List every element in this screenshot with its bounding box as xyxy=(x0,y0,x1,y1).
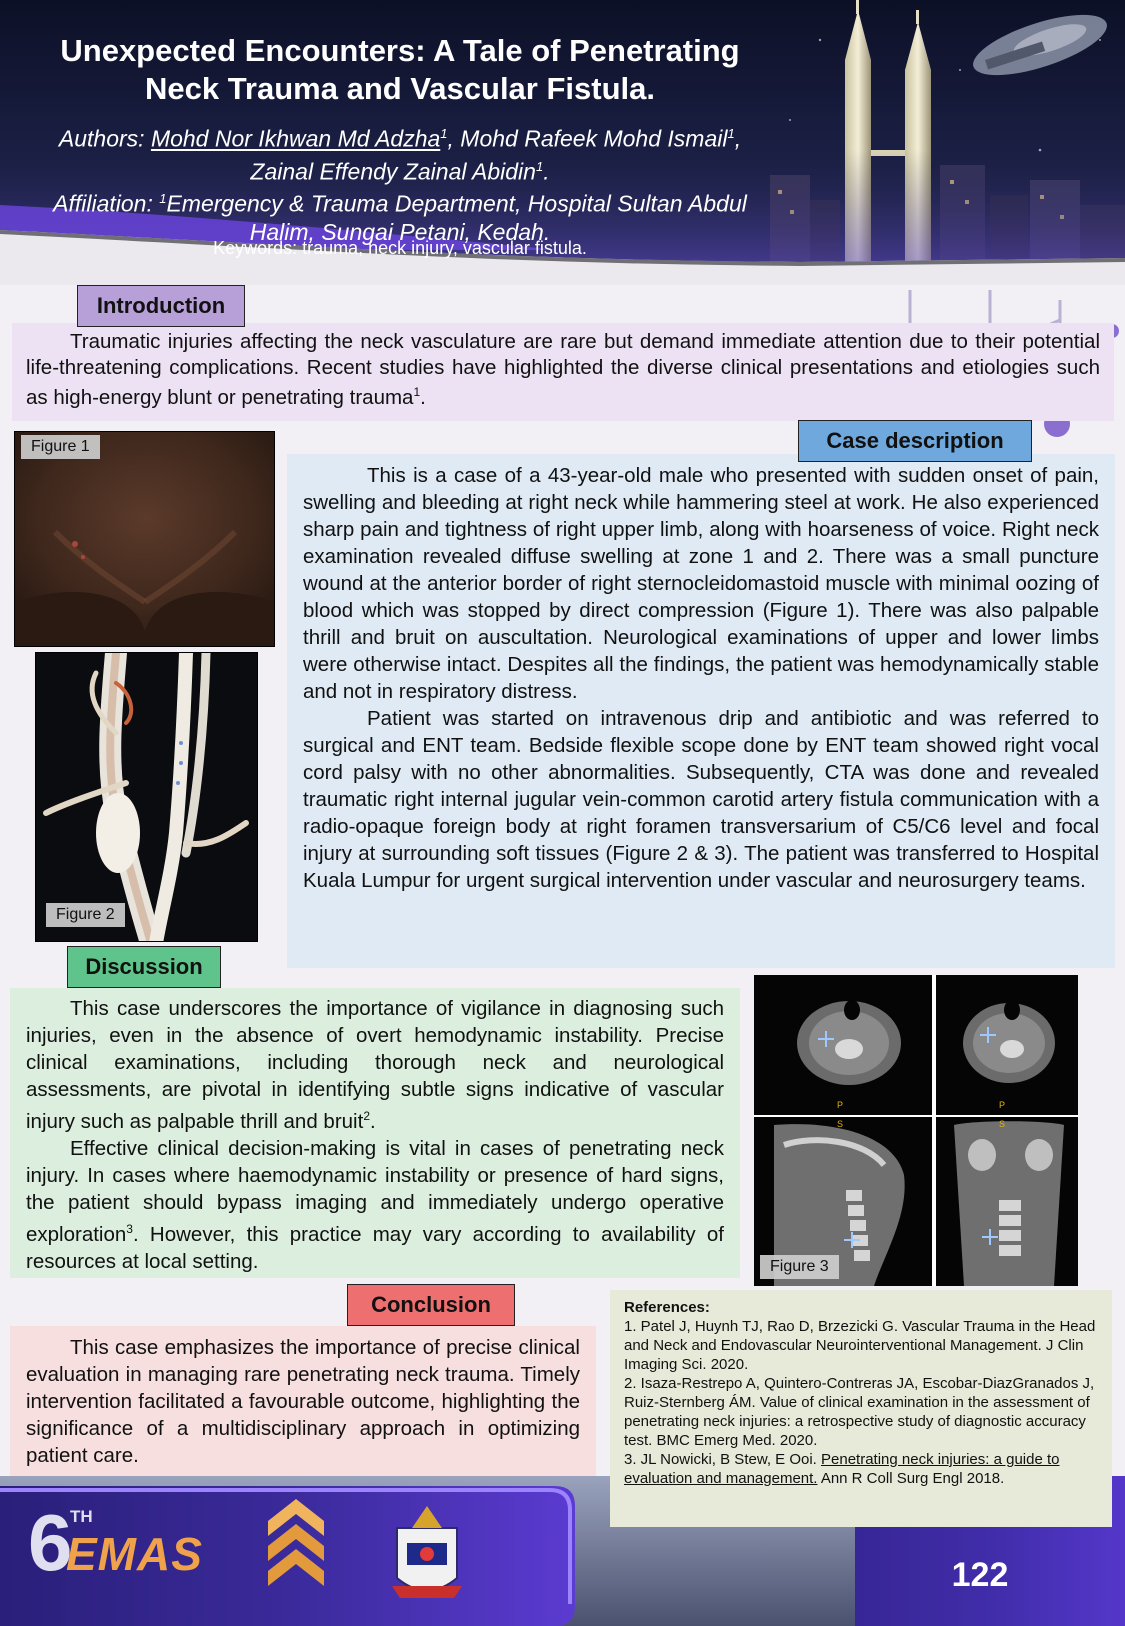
conclusion-heading: Conclusion xyxy=(347,1284,515,1326)
case-paragraph-1: This is a case of a 43-year-old male who presented with sudden onset of pain, swelling and bleeding at right neck while hammering steel at work. He also experienced sharp pain and tightness of right upper limb, along with hoarseness of voice. Right neck examination revealed diffuse swelling at zone 1 and 2. There was a small puncture wound at the anterior border of right sternocleidomastoid muscle with minimal oozing of blood which was stopped by direct compression (Figure 1). There was also palpable thrill and bruit on auscultation. Neurological examinations of upper and lower limbs were otherwise intact. Despites all the findings, the patient was hemodynamically stable and not in respiratory distress. xyxy=(303,464,1099,703)
poster-title: Unexpected Encounters: A Tale of Penetrating Neck Trauma and Vascular Fistula. xyxy=(60,33,740,106)
emas-logo-number: 6 xyxy=(28,1498,73,1587)
ct-axial-2 xyxy=(936,975,1078,1115)
case-description-heading: Case description xyxy=(798,420,1032,462)
figure-2-cta-reconstruction xyxy=(35,652,258,942)
svg-text:S: S xyxy=(837,1119,844,1129)
conclusion-text: This case emphasizes the importance of precise clinical evaluation in managing rare penetrating neck trauma. Timely intervention facilitated a favourable outcome, highlighting the significance of a multidisciplinary approach in optimizing patient care. xyxy=(10,1326,596,1476)
case-description-text xyxy=(287,454,1115,968)
author-1: Mohd Nor Ikhwan Md Adzha xyxy=(150,125,441,152)
author-2: Mohd Rafeek Mohd Ismail xyxy=(460,125,728,152)
case-paragraph-2: Patient was started on intravenous drip and antibiotic and was referred to surgical and ENT team. Bedside flexible scope done by ENT team showed right vocal cord palsy with no other abnormalities. Subsequently, CTA was done and revealed traumatic right internal jugular vein-common carotid artery fistula communication with a radio-opaque foreign body at right foramen transversarium of C5/C6 level and focal injury at surrounding soft tissues (Figure 2 & 3). The patient was transferred to Hospital Kuala Lumpur for urgent surgical intervention under vascular and neurosurgery teams. xyxy=(303,707,1099,892)
figure-2-label: Figure 2 xyxy=(46,903,125,927)
figure-3-label: Figure 3 xyxy=(760,1255,839,1279)
keywords: Keywords: trauma, neck injury, vascular fistula. xyxy=(213,238,587,258)
ct-axial-1 xyxy=(754,975,932,1115)
svg-text:P: P xyxy=(999,1100,1006,1110)
poster-header xyxy=(0,0,1125,285)
introduction-text: Traumatic injuries affecting the neck vasculature are rare but demand immediate attention due to their potential life-threatening complications. Recent studies have highlighted the diverse clinical presentations and etiologies such as high-energy blunt or penetrating trauma$^1$. xyxy=(12,323,1114,421)
references xyxy=(610,1290,1112,1527)
discussion-paragraph-2: Effective clinical decision-making is vital in cases of penetrating neck injury. In cases where haemodynamic instability or presence of hard signs, the patient should bypass imaging and immediately undergo operative exploration$^3$. However, this practice may vary according to availability of resources at local setting. xyxy=(26,1136,724,1273)
svg-text:S: S xyxy=(999,1119,1006,1129)
reference-2: 2. Isaza-Restrepo A, Quintero-Contreras JA, Escobar-DiazGranados J, Ruiz-Sternberg ÁM. Value of clinical examination in the assessment of penetrating neck injuries: a retrospective study of diagnostic accuracy test. BMC Emerg Med. 2020. xyxy=(624,1375,1095,1449)
reference-1: 1. Patel J, Huynh TJ, Rao D, Brzezicki G. Vascular Trauma in the Head and Neck and Endovascular Neurointerventional Management. J Clin Imaging Sci. 2020. xyxy=(624,1318,1096,1373)
spaceship-icon xyxy=(967,2,1114,87)
authors-affiliation: Authors: Mohd Nor Ikhwan Md Adzha$^1$, Mohd Rafeek Mohd Ismail$^1$, Zainal Effendy Zainal Abidin$^1$. Affiliation: $^1$Emergency & Trauma Department, Hospital Sultan Abdul Halim, Sungai Petani, Kedah. xyxy=(53,125,747,245)
references-heading: References: xyxy=(624,1299,710,1316)
reference-3: 3. JL Nowicki, B Stew, E Ooi. Penetrating neck injuries: a guide to evaluation and management. Ann R Coll Surg Engl 2018. xyxy=(624,1451,1060,1487)
discussion-heading: Discussion xyxy=(67,946,221,988)
affiliation: Emergency & Trauma Department, Hospital Sultan Abdul Halim, Sungai Petani, Kedah. xyxy=(166,190,747,245)
figure-1-label: Figure 1 xyxy=(21,435,100,459)
figure-3-ct-images xyxy=(754,975,1078,1286)
introduction-heading: Introduction xyxy=(77,285,245,327)
discussion-text xyxy=(10,988,740,1278)
svg-text:P: P xyxy=(837,1100,844,1110)
page-number: 122 xyxy=(951,1556,1009,1594)
figure-1-neck-photo xyxy=(14,431,275,647)
author-3: Zainal Effendy Zainal Abidin xyxy=(250,158,536,185)
emas-logo-text: EMAS xyxy=(66,1528,203,1580)
ct-coronal xyxy=(936,1117,1078,1286)
emas-logo-th: TH xyxy=(70,1507,93,1526)
discussion-paragraph-1: This case underscores the importance of vigilance in diagnosing such injuries, even in the absence of overt hemodynamic instability. Precise clinical examinations, including thorough neck and neurological assessments, are pivotal in identifying subtle signs indicative of vascular injury such as palpable thrill and bruit$^2$. xyxy=(26,997,724,1133)
